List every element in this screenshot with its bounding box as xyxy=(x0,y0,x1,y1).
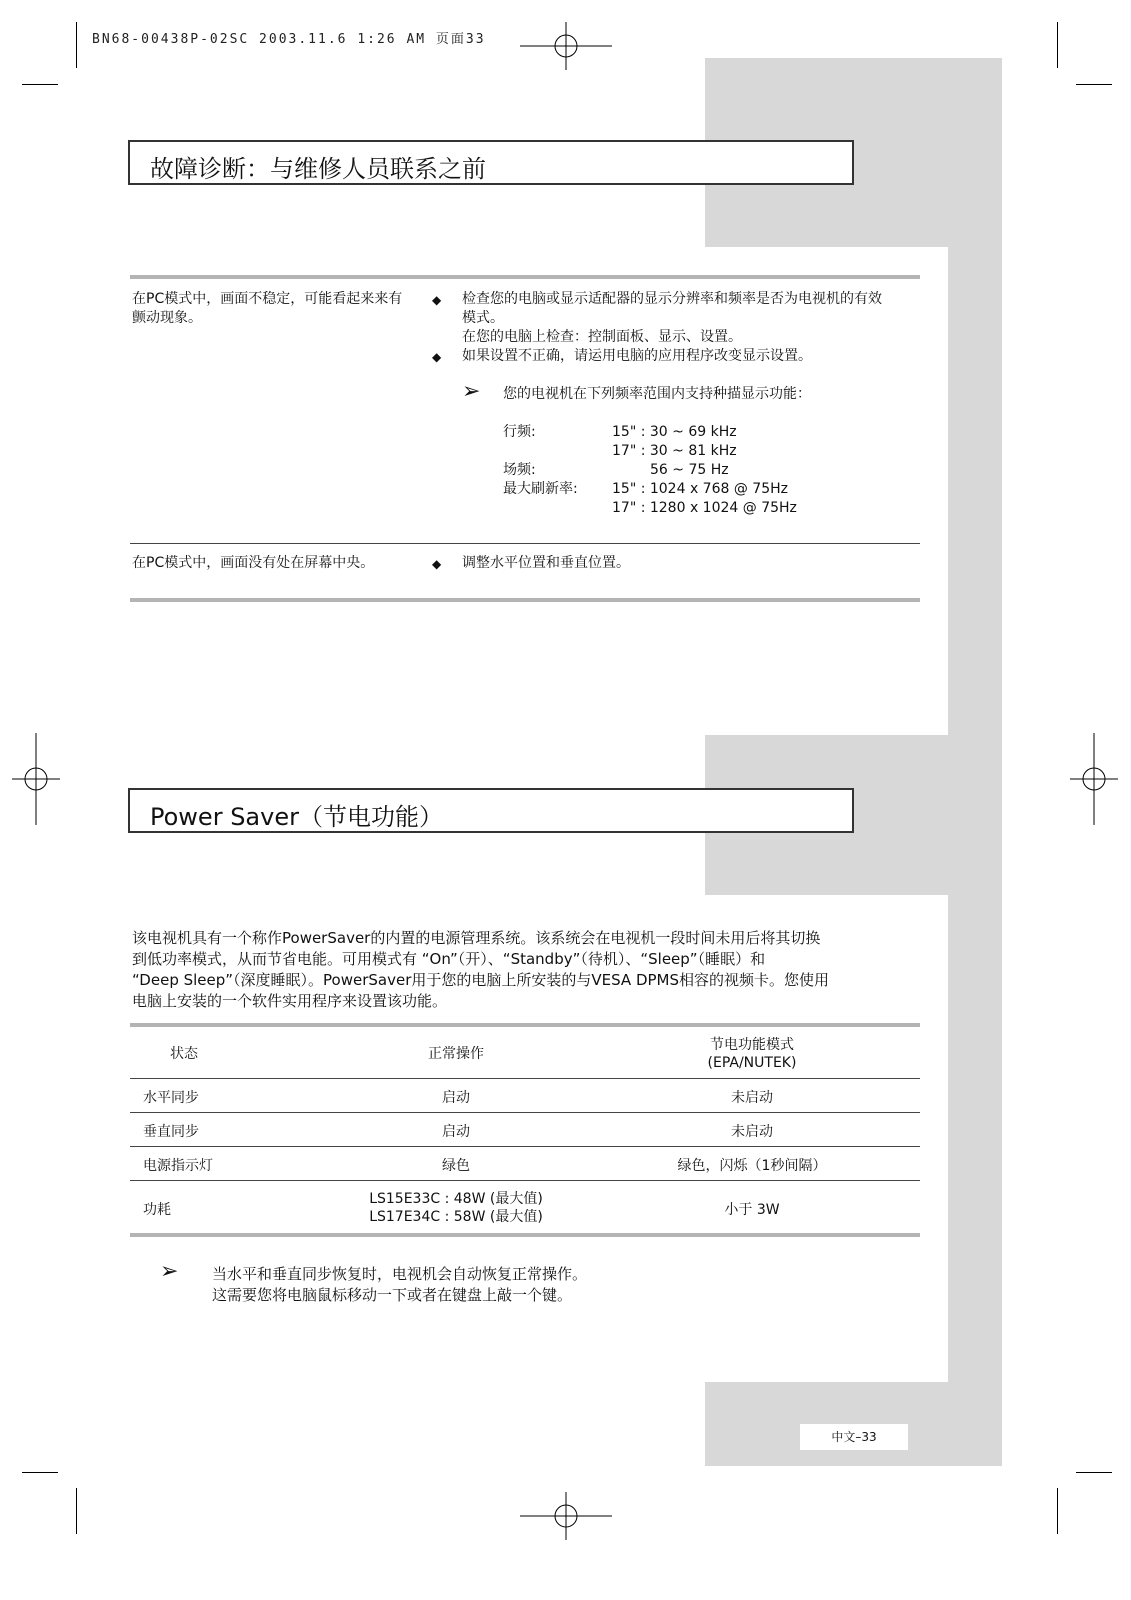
note-arrow-icon: ➢ xyxy=(462,379,481,404)
table-bottom-rule xyxy=(130,1233,920,1237)
table-row-normal: 启动 xyxy=(442,1124,470,1140)
note-text: 当水平和垂直同步恢复时，电视机会自动恢复正常操作。 这需要您将电脑鼠标移动一下或者在键盘上敲一个键。 xyxy=(212,1265,588,1304)
table-row-normal: LS15E33C : 48W (最大值) LS17E34C : 58W (最大值) xyxy=(369,1191,543,1225)
header-normal: 正常操作 xyxy=(428,1046,484,1062)
note-arrow-icon: ➢ xyxy=(160,1259,179,1284)
frequency-values: 15" : 30 ~ 69 kHz 17" : 30 ~ 81 kHz 56 ~ 75 Hz 15" : 1024 x 768 @ 75Hz 17" : 1280 x 1024 @ 75Hz xyxy=(612,424,797,516)
table-row-state: 水平同步 xyxy=(143,1090,199,1106)
section-title: Power Saver（节电功能） xyxy=(150,803,443,831)
problem-text: 在PC模式中，画面没有处在屏幕中央。 xyxy=(132,555,375,571)
header-saver-mode: 节电功能模式 (EPA/NUTEK) xyxy=(707,1037,797,1071)
table-row-saver: 绿色，闪烁（1秒间隔） xyxy=(677,1158,827,1174)
table-row-normal: 绿色 xyxy=(442,1158,470,1174)
solution-text: 调整水平位置和垂直位置。 xyxy=(462,555,630,571)
table-row-saver: 未启动 xyxy=(731,1124,773,1140)
diamond-bullet-icon: ◆ xyxy=(432,293,442,307)
row-divider xyxy=(130,1146,920,1147)
intro-paragraph: 该电视机具有一个称作PowerSaver的内置的电源管理系统。该系统会在电视机一段时间未用后将其切换 到低功率模式，从而节省电能。可用模式有 “On”（开）、“Standby”（待机）、“Sleep”（睡眠）和 “Deep Sleep”（深度睡眠）。PowerSaver用于您的电脑上所安装的与VESA DPMS相容的视频卡。您使用 电脑上安装的一个软件实用程序来设置该功能。 xyxy=(132,929,830,1010)
gray-sidebar-upper xyxy=(948,58,1002,738)
solution-text: 检查您的电脑或显示适配器的显示分辨率和频率是否为电视机的有效 模式。 在您的电脑上检查：控制面板、显示、设置。 xyxy=(462,291,882,345)
gray-sidebar-lower xyxy=(948,735,1002,1385)
diamond-bullet-icon: ◆ xyxy=(432,350,442,364)
table-row-state: 电源指示灯 xyxy=(143,1158,213,1174)
diamond-bullet-icon: ◆ xyxy=(432,557,442,571)
frequency-labels: 行频: 场频: 最大刷新率: xyxy=(503,424,578,497)
row-divider xyxy=(130,1078,920,1079)
print-header: BN68-00438P-02SC 2003.11.6 1:26 AM 页面33 xyxy=(92,32,486,47)
row-divider xyxy=(130,1180,920,1181)
solution-text: 如果设置不正确，请运用电脑的应用程序改变显示设置。 xyxy=(462,348,812,364)
note-text: 您的电视机在下列频率范围内支持种描显示功能： xyxy=(503,386,811,402)
registration-mark-left xyxy=(12,733,60,825)
table-row-normal: 启动 xyxy=(442,1090,470,1106)
table-bottom-rule xyxy=(130,598,920,602)
section-title-box-troubleshooting xyxy=(128,140,854,185)
registration-mark-right xyxy=(1070,733,1118,825)
page-number: 中文–33 xyxy=(800,1424,908,1450)
section-title-box-power-saver xyxy=(128,788,854,833)
registration-mark-top xyxy=(520,22,612,70)
row-divider xyxy=(130,1112,920,1113)
table-top-rule xyxy=(130,275,920,279)
section-title: 故障诊断：与维修人员联系之前 xyxy=(150,155,486,183)
table-row-state: 垂直同步 xyxy=(143,1124,199,1140)
table-row-state: 功耗 xyxy=(143,1202,171,1218)
registration-mark-bottom xyxy=(520,1492,612,1540)
table-row-saver: 未启动 xyxy=(731,1090,773,1106)
row-divider xyxy=(130,543,920,544)
table-row-saver: 小于 3W xyxy=(724,1202,780,1218)
problem-text: 在PC模式中，画面不稳定，可能看起来来有 颤动现象。 xyxy=(132,291,403,326)
header-state: 状态 xyxy=(170,1046,198,1062)
table-top-rule xyxy=(130,1023,920,1027)
